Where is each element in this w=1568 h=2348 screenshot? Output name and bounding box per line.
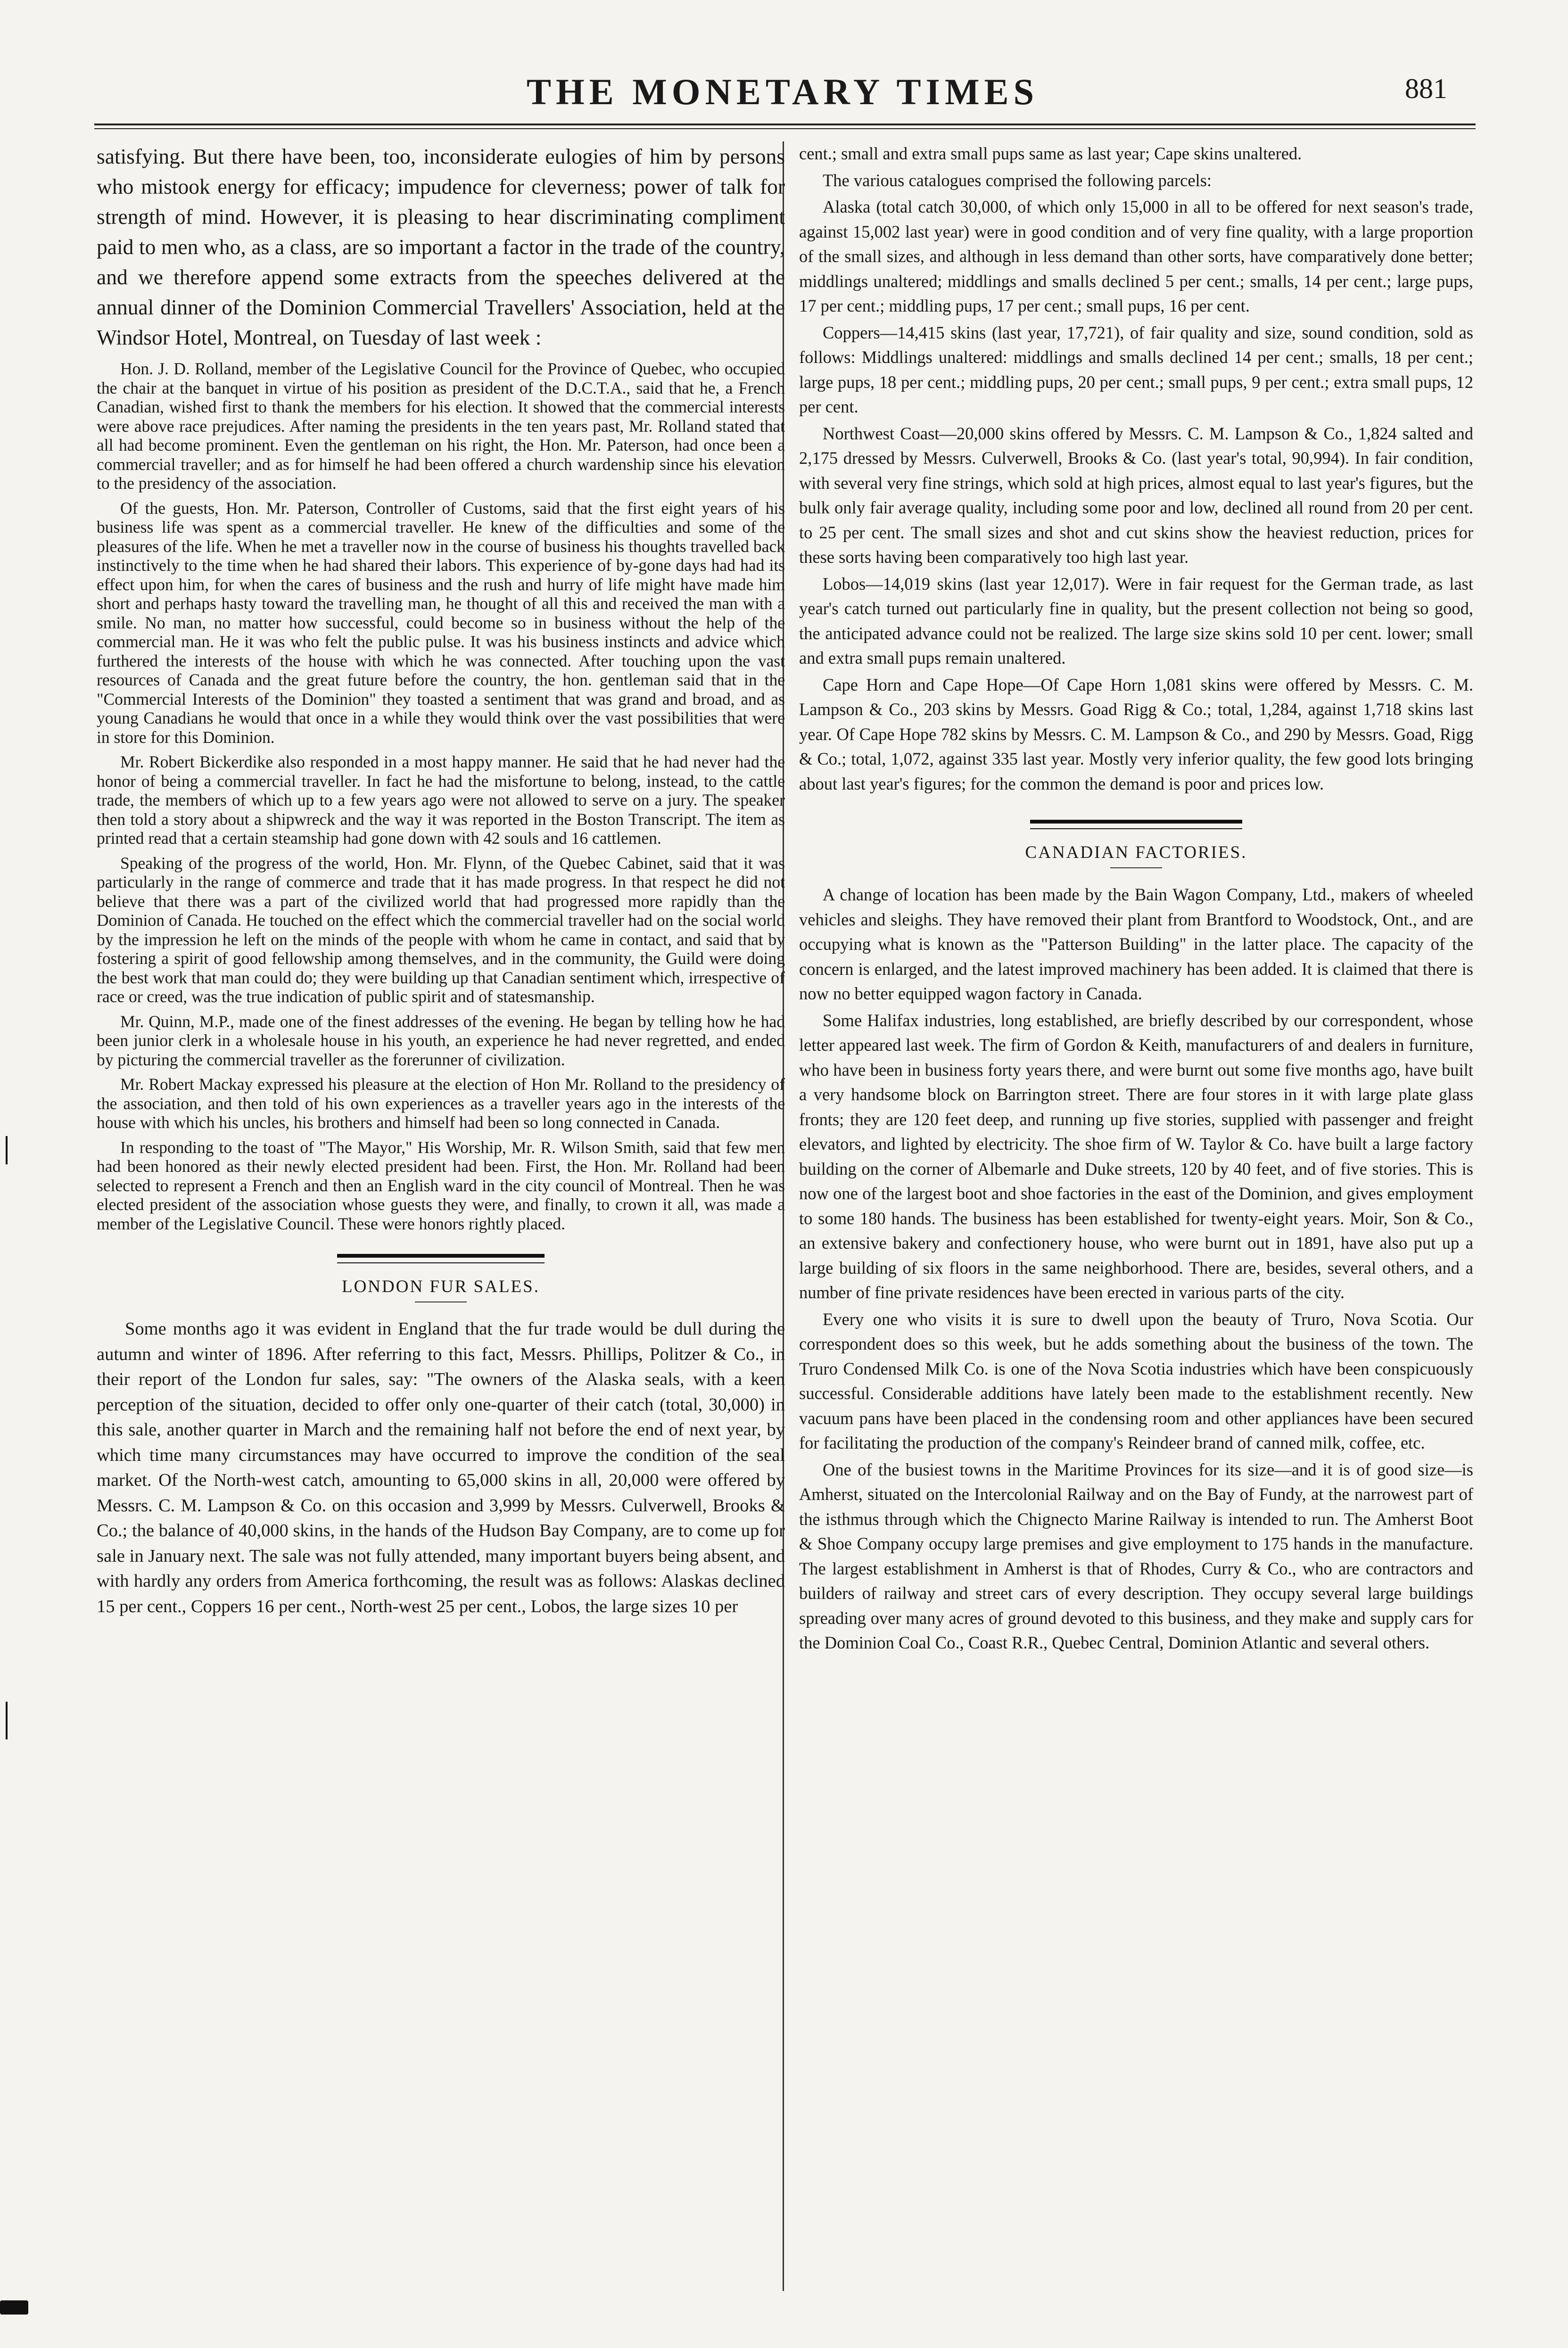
publication-title: THE MONETARY TIMES bbox=[527, 71, 1039, 112]
page-number: 881 bbox=[1405, 73, 1447, 104]
section-divider bbox=[1030, 820, 1242, 829]
factories-paragraph-amherst: One of the busiest towns in the Maritime Provinces for its size—and it is of good size—is Amherst, situated on the Intercolonial Railway and on the Bay of Fundy, at the narrowest part of the isthmus through which the Chignecto Marine Railway is intended to run. The Amherst Boot & Shoe Company occupy large premises and give employment to 175 hands in the manufacture. The largest establishment in Amherst is that of Rhodes, Curry & Co., who are contractors and builders of railway and street cars of every description. They occupy several large buildings spreading over many acres of ground devoted to this business, and they make and supply cars for the Dominion Coal Co., Coast R.R., Quebec Central, Dominion Atlantic and several others. bbox=[799, 1459, 1473, 1652]
fur-paragraph-alaska: Alaska (total catch 30,000, of which only 15,000 in all to be offered for next season's trade, against 15,002 last year) were in good condition and of very fine quality, with a large proportion of the small sizes, and although in less demand than other sorts, have comparatively done better; middlings unaltered; middlings and smalls declined 5 per cent.; smalls, 14 per cent.; large pups, 17 per cent.; middling pups, 17 per cent.; small pups, 16 per cent. bbox=[799, 197, 1473, 315]
speech-paragraph-mackay: Mr. Robert Mackay expressed his pleasure at the election of Hon Mr. Rolland to the presidency of the association, and then told of his own experiences as a traveller years ago in the interests of the house with which his uncles, his brothers and himself had been so long connected in Canada. bbox=[97, 1075, 785, 1132]
fur-paragraph-coppers: Coppers—14,415 skins (last year, 17,721), of fair quality and size, sound condition, sold as follows: Middlings unaltered: middlings and smalls declined 14 per cent.; smalls, 18 per cent.; large pups, 18 per cent.; middling pups, 20 per cent.; small pups, 9 per cent.; extra small pups, 12 per cent. bbox=[799, 322, 1473, 416]
scan-mark bbox=[0, 2300, 28, 2315]
heading-underline bbox=[1110, 867, 1162, 868]
fur-paragraph-northwest: Northwest Coast—20,000 skins offered by Messrs. C. M. Lampson & Co., 1,824 salted and 2,175 dressed by Messrs. Culverwell, Brooks & Co. (last year's total, 90,994). In fair condition, with several very fine strings, which sold at high prices, almost equal to last year's figures, but the bulk only fair average quality, including some poor and low, declined all round from 20 per cent. to 25 per cent. The small sizes and shot and cut skins show the heaviest reduction, prices for these sorts having been comparatively too high last year. bbox=[799, 423, 1473, 567]
continued-paragraph: cent.; small and extra small pups same as last year; Cape skins unaltered. bbox=[799, 144, 1302, 163]
speech-paragraph-bickerdike: Mr. Robert Bickerdike also responded in a most happy manner. He said that he had never had the honor of being a commercial traveller. In fact he had the misfortune to belong, instead, to the cattle trade, the members of which up to a few years ago were not allowed to serve on a jury. The speaker then told a story about a shipwreck and the way it was reported in the Boston Transcript. The item as printed read that a certain steamship had gone down with 42 souls and 16 cattlemen. bbox=[97, 752, 785, 848]
left-column bbox=[97, 141, 785, 1619]
speech-paragraph-rolland: Hon. J. D. Rolland, member of the Legislative Council for the Province of Quebec, who occupied the chair at the banquet in virtue of his position as president of the D.C.T.A., said that he, a French Canadian, wished first to thank the members for his election. It showed that the commercial interests were above race prejudices. After naming the presidents in the ten years past, Mr. Rolland stated that all had become prominent. Even the gentleman on his right, the Hon. Mr. Paterson, had once been a commercial traveller; and as for himself he had been offered a church wardenship since his elevation to the presidency of the association. bbox=[97, 359, 785, 493]
factories-paragraph-bain: A change of location has been made by the Bain Wagon Company, Ltd., makers of wheeled vehicles and sleighs. They have removed their plant from Brantford to Woodstock, Ont., and are occupying what is known as the "Patterson Building" in the latter place. The capacity of the concern is enlarged, and the latest improved machinery has been added. It is claimed that there is now no better equipped wagon factory in Canada. bbox=[799, 885, 1473, 1003]
fur-paragraph-lobos: Lobos—14,019 skins (last year 12,017). Were in fair request for the German trade, as last year's catch turned out particularly fine in quality, but the present collection not being so good, the anticipated advance could not be realized. The large size skins sold 10 per cent. lower; small and extra small pups remain unaltered. bbox=[799, 574, 1473, 667]
right-column bbox=[799, 141, 1473, 1657]
speech-paragraph-flynn: Speaking of the progress of the world, Hon. Mr. Flynn, of the Quebec Cabinet, said that it was particularly in the range of commerce and trade that it has made progress. In that respect he did not believe that there was a part of the civilized world that had progressed more rapidly than the Dominion of Canada. He touched on the effect which the commercial traveller had on the social world by the impression he left on the minds of the people with whom he came in contact, and said that by fostering a spirit of good fellowship among themselves, and in the community, the Guild were doing the best work that man could do; they were building up that Canadian sentiment which, irrespective of race or creed, was the true indication of public spirit and of statesmanship. bbox=[97, 853, 785, 1006]
scan-mark bbox=[6, 1136, 8, 1164]
speech-paragraph-paterson: Of the guests, Hon. Mr. Paterson, Controller of Customs, said that the first eight years of his business life was spent as a commercial traveller. He knew of the difficulties and some of the pleasures of the life. When he met a traveller now in the course of business his thoughts travelled back instinctively to the time when he had shared their labors. This experience of by-gone days had had its effect upon him, for when the cares of business and the rush and hurry of life might have made him short and perhaps hasty toward the travelling man, he thought of all this and received the man with a smile. No man, no matter how successful, could become so in business without the help of the commercial man. He it was who felt the public pulse. It was his business instincts and advice which furthered the interests of the house with which he was connected. After touching upon the vast resources of Canada and the great future before the country, the hon. gentleman said that in the "Commercial Interests of the Dominion" they toasted a sentiment that was grand and broad, and as young Canadians he would that once in a while they would think over the vast possibilities that were in store for this Dominion. bbox=[97, 498, 785, 747]
speech-paragraph-quinn: Mr. Quinn, M.P., made one of the finest addresses of the evening. He began by telling how he had been junior clerk in a wholesale house in his youth, an experience he had never regretted, and ended by picturing the commercial traveller as the forerunner of civilization. bbox=[97, 1012, 785, 1069]
section-divider bbox=[337, 1254, 545, 1263]
speech-paragraph-mayor: In responding to the toast of "The Mayor," His Worship, Mr. R. Wilson Smith, said that few men had been honored as their newly elected president had been. First, the Hon. Mr. Rolland had been selected to represent a French and then an English ward in the city council of Montreal. Then he was elected president of the association whose guests they were, and finally, to crown it all, was made a member of the Legislative Council. These were honors rightly placed. bbox=[97, 1137, 785, 1233]
heading-london-fur-sales: LONDON FUR SALES. bbox=[341, 1277, 540, 1296]
heading-canadian-factories: CANADIAN FACTORIES. bbox=[1025, 843, 1247, 862]
scan-mark bbox=[6, 1702, 8, 1739]
masthead bbox=[118, 71, 1447, 123]
fur-paragraph-cape: Cape Horn and Cape Hope—Of Cape Horn 1,081 skins were offered by Messrs. C. M. Lampson & Co., 203 skins by Messrs. Goad Rigg & Co.; total, 1,284, against 1,718 skins last year. Of Cape Hope 782 skins by Messrs. C. M. Lampson & Co., and 290 by Messrs. Goad, Rigg & Co.; total, 1,072, against 335 last year. Mostly very inferior quality, the few good lots bringing about last year's figures; for the common the demand is poor and prices low. bbox=[799, 675, 1473, 793]
fur-sales-paragraph: Some months ago it was evident in England that the fur trade would be dull during the autumn and winter of 1896. After referring to this fact, Messrs. Phillips, Politzer & Co., in their report of the London fur sales, say: "The owners of the Alaska seals, with a keen perception of the situation, decided to offer only one-quarter of their catch (total, 30,000) in this sale, another quarter in March and the remaining half not before the end of next year, by which time many circumstances may have occurred to improve the condition of the seal market. Of the North-west catch, amounting to 65,000 skins in all, 20,000 were offered by Messrs. C. M. Lampson & Co. on this occasion and 3,999 by Messrs. Culverwell, Brooks & Co.; the balance of 40,000 skins, in the hands of the Hudson Bay Company, are to come up for sale in January next. The sale was not fully attended, many important buyers being absent, and with hardly any orders from America forthcoming, the result was as follows: Alaskas declined 15 per cent., Coppers 16 per cent., North-west 25 per cent., Lobos, the large sizes 10 per bbox=[97, 1319, 785, 1616]
header-rule bbox=[94, 124, 1476, 129]
factories-paragraph-truro: Every one who visits it is sure to dwell upon the beauty of Truro, Nova Scotia. Our correspondent does so this week, but he adds something about the business of the town. The Truro Condensed Milk Co. is one of the Nova Scotia industries which have been conspicuously successful. Considerable additions have lately been made to the establishment recently. New vacuum pans have been placed in the condensing room and other appliances have been secured for facilitating the production of the company's Reindeer brand of canned milk, coffee, etc. bbox=[799, 1309, 1473, 1452]
lead-paragraph: satisfying. But there have been, too, inconsiderate eulogies of him by persons who mistook energy for efficacy; impudence for cleverness; power of talk for strength of mind. However, it is pleasing to hear discriminating compliment paid to men who, as a class, are so important a factor in the trade of the country, and we therefore append some extracts from the speeches delivered at the annual dinner of the Dominion Commercial Travellers' Association, held at the Windsor Hotel, Montreal, on Tuesday of last week : bbox=[97, 144, 785, 349]
factories-paragraph-halifax: Some Halifax industries, long established, are briefly described by our correspondent, whose letter appeared last week. The firm of Gordon & Keith, manufacturers of and dealers in furniture, who have been in business forty years there, and were burnt out some five months ago, have built a very handsome block on Barrington street. There are four stores in it with large plate glass fronts; they are 120 feet deep, and running up five stories, supplied with passenger and freight elevators, and lighted by electricity. The shoe firm of W. Taylor & Co. have built a large factory building on the corner of Albemarle and Duke streets, 120 by 40 feet, and of five stories. This is now one of the largest boot and shoe factories in the east of the Dominion, and gives employment to some 180 hands. The business has been established for twenty-eight years. Moir, Son & Co., an extensive bakery and confectionery house, who were burnt out in 1891, have also put up a large building of six floors in the same neighborhood. There are, besides, several others, and a number of fine private residences have been erected in various parts of the city. bbox=[799, 1010, 1473, 1302]
fur-paragraph-catalogues: The various catalogues comprised the following parcels: bbox=[823, 170, 1212, 190]
